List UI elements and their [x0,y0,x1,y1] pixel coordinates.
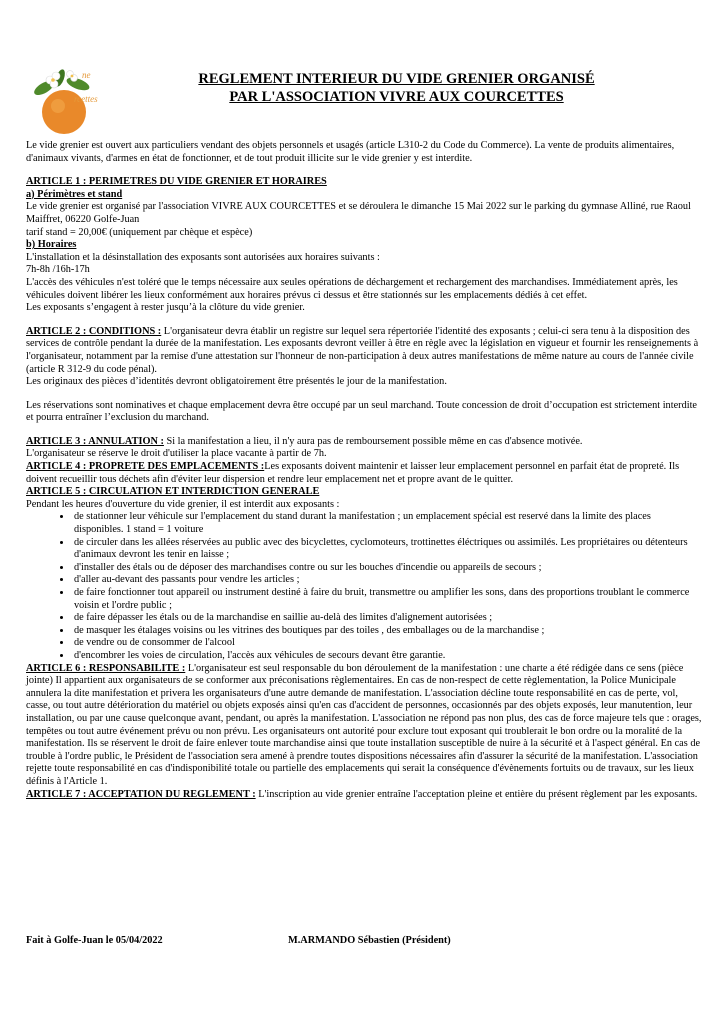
title-line-1: REGLEMENT INTERIEUR DU VIDE GRENIER ORGANISÉ [198,71,595,87]
place-date: Fait à Golfe-Juan le 05/04/2022 [26,935,163,946]
article-1-heading: ARTICLE 1 : PERIMETRES DU VIDE GRENIER ET HORAIRES [26,176,327,188]
article-2-text2: Les originaux des pièces d’identités devront obligatoirement être présentés le jour de la manifestation. [26,376,447,388]
article-1a-heading: a) Périmètres et stand [26,188,123,200]
article-1b-hours: 7h-8h /16h-17h [26,264,90,276]
article-3 [26,436,702,449]
list-item: • d'encombrer les voies de circulation, l'accès aux véhicules de secours devant être garantie. [72,650,702,663]
intro-paragraph: Le vide grenier est ouvert aux particuliers vendant des objets personnels et usagés (article L310-2 du Code du Commerce). La vente de produits alimentaires, d'animaux vivants, d'armes en état de fonctionner, et de tout produit illicite sur le vide grenier y est interdite. [26,140,675,164]
article-5-intro: Pendant les heures d'ouverture du vide grenier, il est interdit aux exposants : [26,498,340,510]
article-6-heading: ARTICLE 6 : RESPONSABILITE : [26,662,186,674]
article-7 [26,789,702,802]
list-item: • de stationner leur véhicule sur l'emplacement du stand durant la manifestation ; un emplacement spécial est reservé dans la limite des places disponibles. 1 stand = 1 voiture [72,511,702,536]
article-1a-text: Le vide grenier est organisé par l'association VIVRE AUX COURCETTES et se déroulera le dimanche 15 Mai 2022 sur le parking du gymnase Alliné, rue Raoul Maiffret, 06220 Golfe-Juan [26,201,691,225]
page-title [0,70,723,106]
article-2-heading: ARTICLE 2 : CONDITIONS : [26,325,162,337]
article-3-text2: L'organisateur se réserve le droit d'utiliser la place vacante à partir de 7h. [26,448,327,460]
article-7-heading: ARTICLE 7 : ACCEPTATION DU REGLEMENT : [26,788,256,800]
article-2-text3: Les réservations sont nominatives et chaque emplacement devra être occupé par un seul marchand. Toute concession de droit d’occupation est strictement interdite et pourra entraîner l’exclusion du marchand. [26,399,698,424]
article-7-text: L'inscription au vide grenier entraîne l'acceptation pleine et entière du présent règlement par les exposants. [255,788,698,800]
list-item: • d'aller au-devant des passants pour vendre les articles ; [72,574,702,587]
list-item: • de masquer les étalages voisins ou les vitrines des boutiques par des toiles , des emballages ou de la marchandise ; [72,625,702,638]
article-4-heading: ARTICLE 4 : PROPRETE DES EMPLACEMENTS : [26,461,265,473]
regulation-body [26,140,702,801]
article-1b-line2: L'accès des véhicules n'est toléré que le temps nécessaire aux seules opérations de déchargement et rechargement des marchandises. Immédiatement après, les véhicules doivent libérer les lieux conformément aux horaires prévus ci dessus et être stationnés sur les emplacements dédiés à cet effet. [26,276,678,301]
article-1b-line3: Les exposants s’engagent à rester jusqu’à la clôture du vide grenier. [26,302,305,314]
article-4 [26,461,702,486]
logo-lettering-bottom: rcettes [74,94,98,104]
list-item: • d'installer des étals ou de déposer des marchandises contre ou sur les bouches d'incendie ou appareils de secours ; [72,562,702,575]
signature-block [26,935,702,948]
list-item: • de vendre ou de consommer de l'alcool [72,637,702,650]
article-1b-heading: b) Horaires [26,239,77,251]
title-line-2: PAR L'ASSOCIATION VIVRE AUX COURCETTES [229,89,564,105]
article-5-heading: ARTICLE 5 : CIRCULATION ET INTERDICTION GENERALE [26,486,320,498]
list-item: • de faire fonctionner tout appareil ou instrument destiné à faire du bruit, transmettre ou amplifier les sons, dans des proportions troublant le commerce voisin et l'ordre public ; [72,587,702,612]
article-5-list [26,511,702,662]
list-item: • de circuler dans les allées réservées au public avec des bicyclettes, cyclomoteurs, trottinettes éléctriques ou assimilés. Les propriétaires ou détenteurs d'animaux devront les tenir en laisse ; [72,537,702,562]
article-2 [26,326,702,376]
article-6 [26,663,702,789]
article-2-text: L'organisateur devra établir un registre sur lequel sera répertoriée l'identité des exposants ; celui-ci sera tenu à la disposition des services de contrôle pendant la durée de la manifestation. Les exposants devront veiller à être en règle avec la législation en vigueur et fournir les renseignements à l'organisateur, notamment par la remise d'une attestation sur l'honneur de non-participation à deux autres manifestations de même nature au cours de l'année civile (article R 312-9 du code pénal). [26,325,699,375]
article-3-text: Si la manifestation a lieu, il n'y aura pas de remboursement possible même en cas d'absence motivée. [163,435,583,447]
article-6-text: L'organisateur est seul responsable du bon déroulement de la manifestation : une charte a été rédigée dans ce sens (pièce jointe) Il appartient aux organisateurs de se conformer aux préconisations règlementaires. En cas de non-respect de cette règlementation, la Police Municipale annulera la dite manifestation et privera les organisateurs d'une autre demande de manifestation. L'association décline toute responsabilité en cas de perte, vol, casse, ou tout autre détérioration du matériel ou objets exposés ainsi qu'en cas d'accident de personnes, occasionnés par des objets exposés, leur manutention, leur installation, ou par une cause quelconque avant, pendant, ou après la manifestation. L'association ne répond pas non plus, des cas de force majeure tels que : orages, tempêtes ou tout autre événement prévu ou non prévu. Les organisateurs ont autorité pour exclure tout exposant qui troublerait le bon ordre ou la moralité de la manifestation. Ils se réservent le droit de faire enlever toute marchandise ainsi que toute installation susceptible de nuire à la sécurité et à l'aspect général. En cas de trouble à l'ordre public, le Président de l'association sera amené à prendre toutes dispositions nécessaires afin d'assurer la sécurité de la manifestation. L'association rejette toute responsabilité en cas d'indisponibilité totale ou partielle des emplacements qui serait la conséquence d'évènements fortuits ou de travaux, sur les lieux définis à l'Article 1. [26,662,702,787]
article-3-heading: ARTICLE 3 : ANNULATION : [26,435,164,447]
article-1a-tarif: tarif stand = 20,00€ (uniquement par chèque et espèce) [26,226,253,238]
article-4-text: Les exposants doivent maintenir et laisser leur emplacement personnel en parfait état de propreté. Ils doivent recueillir tous déchets afin d'éviter leur dispersion et rendre leur emplacement net et propre avant de le quitter. [26,461,680,485]
logo-lettering-top: ne [82,70,91,80]
list-item: • de faire dépasser les étals ou de la marchandise en saillie au-delà des limites d'alignement autorisées ; [72,612,702,625]
signatory: M.ARMANDO Sébastien (Président) [288,935,451,946]
article-1b-line1: L'installation et la désinstallation des exposants sont autorisées aux horaires suivants : [26,251,380,263]
